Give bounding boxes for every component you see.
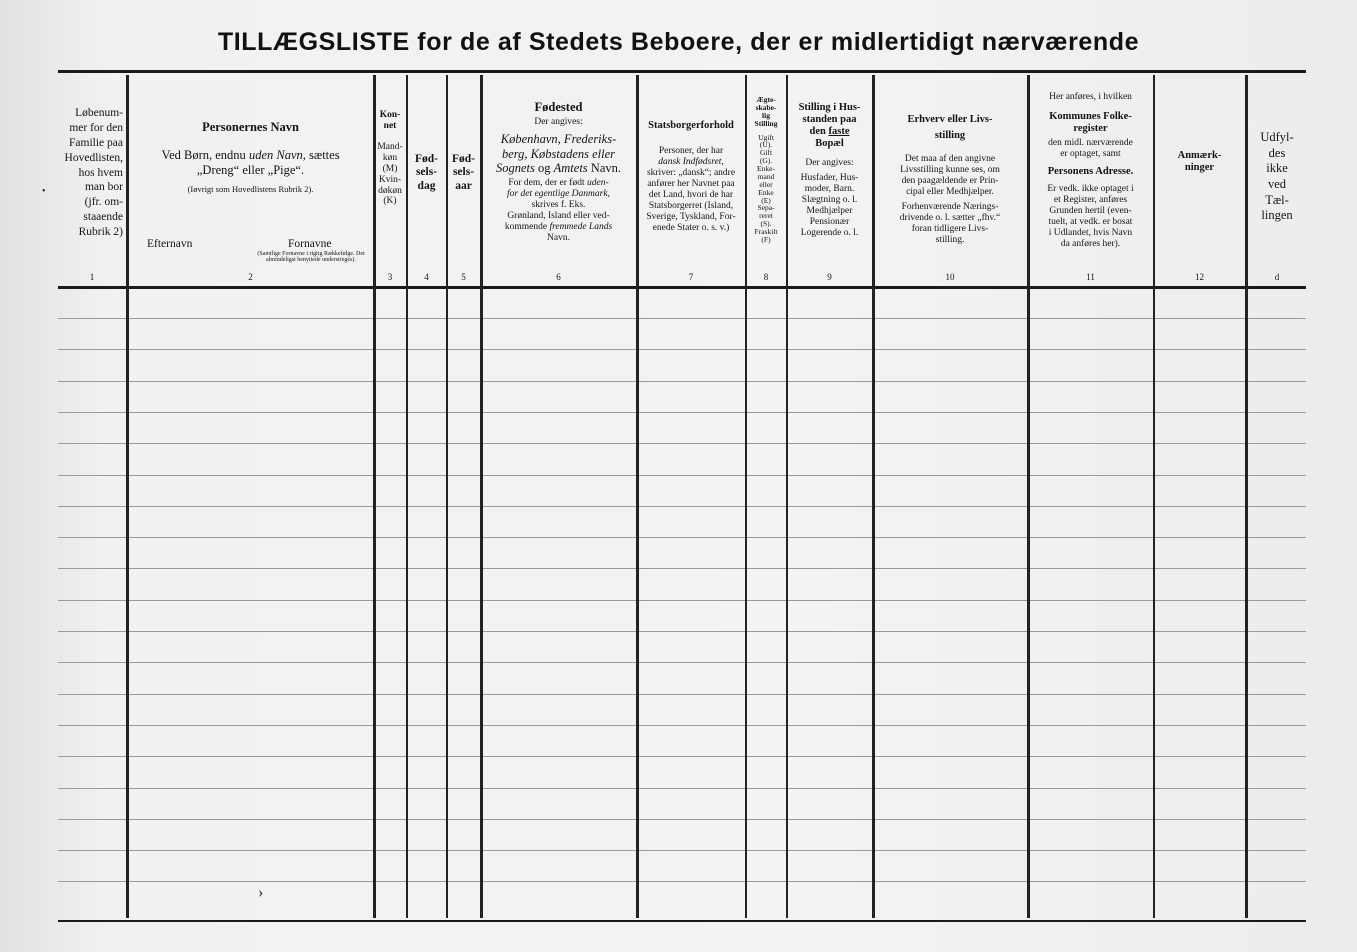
entry-row-line xyxy=(58,443,1306,444)
col-number: 7 xyxy=(688,272,694,282)
col-5-line: Fød- xyxy=(452,153,475,166)
col-4-line: sels- xyxy=(415,166,438,179)
bottom-rule xyxy=(58,920,1306,922)
col-8-heading: skabe- xyxy=(755,102,777,112)
col-4-line: dag xyxy=(417,179,436,192)
col-7-line: Sverige, Tyskland, For- xyxy=(646,211,736,222)
col-3-line: Mand- xyxy=(377,141,403,152)
col-3-line: køn xyxy=(382,152,398,163)
col-number: 8 xyxy=(763,272,769,282)
col-10-heading: Erhverv eller Livs- xyxy=(907,114,993,125)
col-6-line: berg, Købstadens eller xyxy=(501,146,616,161)
col-7-heading: Statsborgerforhold xyxy=(648,120,734,131)
col-11-line: da anføres her). xyxy=(1060,238,1121,249)
col-2-line xyxy=(161,148,339,162)
col-13-line: Udfyl- xyxy=(1260,130,1294,144)
col-11-line: tuelt, at vedk. er bosat xyxy=(1048,216,1133,227)
col-6-text: For dem, der er født xyxy=(508,178,585,189)
col-10-line: Det maa af den angivne xyxy=(904,154,996,165)
col-10-line: Forhenværende Nærings- xyxy=(901,201,999,212)
entry-row-line xyxy=(58,694,1306,695)
col-5-line: aar xyxy=(455,179,472,192)
col-9-heading: Stilling i Hus- xyxy=(798,102,861,113)
col-number: d xyxy=(1274,272,1280,282)
col-6-sub: Der angives: xyxy=(534,117,583,128)
col-8-line: mand xyxy=(757,171,775,181)
entry-row-line xyxy=(58,600,1306,601)
col-9-heading: Bopæl xyxy=(815,138,844,150)
col-11-header xyxy=(1028,92,1153,262)
col-6-line xyxy=(505,222,612,233)
entry-row-line xyxy=(58,725,1306,726)
col-2-italic: uden Navn, xyxy=(248,148,306,163)
col-7-line: det Land, hvori de har xyxy=(648,189,734,200)
entry-row-line xyxy=(58,819,1306,820)
col-11-heading: Personens Adresse. xyxy=(1047,165,1134,177)
col-3-header xyxy=(374,110,406,240)
entry-row-line xyxy=(58,568,1306,569)
entry-row-line xyxy=(58,537,1306,538)
col-6-text: kommende xyxy=(504,222,548,233)
col-13-line: des xyxy=(1268,145,1286,160)
col-13-header xyxy=(1247,130,1307,230)
col-8-heading: Stilling xyxy=(754,118,778,128)
col-9-line: Pensionær xyxy=(809,216,850,227)
col-6-text: fremmede Lands xyxy=(549,222,613,233)
col-8-line: reret xyxy=(759,211,773,221)
col-8-line: (F) xyxy=(761,234,771,244)
col-11-line: i Udlandet, hvis Navn xyxy=(1048,227,1133,238)
col-9-line: moder, Barn. xyxy=(804,184,855,195)
entry-row-line xyxy=(58,756,1306,757)
col-number: 10 xyxy=(945,272,955,282)
col-6-text: Amtets xyxy=(553,161,588,176)
col-8-line: (S). xyxy=(760,219,772,229)
col-11-heading: Kommunes Folke- xyxy=(1049,110,1132,122)
col-8-line: Enke xyxy=(758,187,774,197)
col-8-line: (G). xyxy=(759,156,773,166)
form-title: TILLÆGSLISTE for de af Stedets Beboere, der er midlertidigt nærværende xyxy=(217,28,1140,56)
col-2-heading: Personernes Navn xyxy=(202,120,299,134)
col-9-text: den xyxy=(809,126,826,138)
col-1-line: Familie paa xyxy=(69,136,123,149)
col-3-line: døkøn xyxy=(378,185,402,196)
top-rule xyxy=(58,70,1306,73)
col-7-line: Statsborgerret (Island, xyxy=(648,200,734,211)
col-1-line: hos hvem xyxy=(78,166,123,179)
col-1-line: Rubrik 2) xyxy=(78,226,123,239)
col-3-line: (M) xyxy=(382,163,398,174)
col-1-line: Hovedlisten, xyxy=(64,151,123,164)
col-6-text: uden- xyxy=(586,178,609,189)
col-number: 9 xyxy=(827,272,832,282)
col-3-line: Kvin- xyxy=(378,174,402,185)
col-12-line: Anmærk- xyxy=(1177,150,1222,161)
header-bottom-rule xyxy=(58,286,1306,289)
col-11-line: Er vedk. ikke optaget i xyxy=(1047,183,1134,194)
col-8-line: (E) xyxy=(761,195,771,205)
col-9-line: Medhjælper xyxy=(806,205,853,216)
col-9-line: Slægtning o. l. xyxy=(801,195,858,206)
col-number: 11 xyxy=(1086,272,1095,282)
col-1-line: Løbenum- xyxy=(75,106,123,119)
col-9-heading: standen paa xyxy=(802,114,857,126)
col-number: 3 xyxy=(387,272,393,282)
col-6-text: Navn. xyxy=(590,161,621,176)
col-12-line: ninger xyxy=(1184,162,1215,174)
entry-row-line xyxy=(58,475,1306,476)
col-10-line: stilling. xyxy=(935,234,965,245)
col-13-line: ved xyxy=(1267,176,1287,191)
col-1-line: staaende xyxy=(83,211,123,224)
col-1-line: man bor xyxy=(84,181,123,194)
col-7-header xyxy=(637,120,745,240)
col-1-header xyxy=(58,80,126,266)
col-number: 4 xyxy=(424,272,429,282)
col-1-line: (jfr. om- xyxy=(84,196,123,209)
col-2-text: Ved Børn, endnu xyxy=(161,148,246,163)
col-13-line: lingen xyxy=(1261,208,1293,223)
col-7-line: Personer, der har xyxy=(658,146,724,157)
col-2-text: sættes xyxy=(309,148,340,163)
col-8-line: Sepa- xyxy=(757,203,775,213)
col-8-line: Gift xyxy=(759,148,773,158)
col-8-line: (U). xyxy=(759,140,773,150)
col-5-header xyxy=(447,80,480,266)
forenames-note: (Samtlige Fornavne i rigtig Rækkefølge. Det almindeligst benyttede understreges). xyxy=(257,251,365,264)
col-11-line: den midl. nærværende xyxy=(1048,138,1133,149)
col-10-line: den paagældende er Prin- xyxy=(901,175,999,186)
col-6-line xyxy=(496,161,621,175)
col-7-line: anfører her Navnet paa xyxy=(647,178,735,189)
col-10-heading: stilling xyxy=(934,130,966,142)
col-4-line: Fød- xyxy=(415,153,438,166)
col-6-line: for det egentlige Danmark, xyxy=(507,189,610,200)
col-11-line: et Register, anføres xyxy=(1053,194,1128,205)
col-9-line: Logerende o. l. xyxy=(800,227,859,238)
col-4-header xyxy=(407,80,446,266)
col-10-line: drivende o. l. sætter „fhv.“ xyxy=(899,212,1001,223)
col-11-line: Grunden hertil (even- xyxy=(1049,205,1132,216)
col-12-header xyxy=(1154,150,1245,210)
col-6-line: Navn. xyxy=(547,233,570,244)
entry-row-line xyxy=(58,631,1306,632)
col-7-line: skriver: „dansk“; andre xyxy=(646,167,736,178)
col-8-line: Fraskilt xyxy=(754,227,778,236)
col-13-line: Tæl- xyxy=(1265,192,1289,207)
col-8-line: Enke- xyxy=(757,164,775,173)
entry-row-line xyxy=(58,349,1306,350)
col-number: 1 xyxy=(89,272,95,282)
col-9-heading xyxy=(810,126,850,138)
col-8-heading: lig xyxy=(762,110,770,120)
col-2-line: „Dreng“ eller „Pige“. xyxy=(196,162,305,177)
col-2-header xyxy=(128,120,373,210)
col-7-line: enede Stater o. s. v.) xyxy=(652,222,730,233)
col-2-note: (Iøvrigt som Hovedlistens Rubrik 2). xyxy=(187,184,314,195)
entry-row-line xyxy=(58,881,1306,882)
col-number: 12 xyxy=(1195,272,1204,282)
col-11-line: er optaget, samt xyxy=(1060,148,1121,159)
col-6-heading: Fødested xyxy=(534,100,583,114)
entry-row-line xyxy=(58,318,1306,319)
col-13-line: ikke xyxy=(1266,161,1288,176)
col-number: 5 xyxy=(461,272,466,282)
col-11-top: Her anføres, i hvilken xyxy=(1049,92,1132,102)
col-6-line: Grønland, Island eller ved- xyxy=(507,211,610,222)
forenames-subheading: Fornavne xyxy=(288,238,332,250)
col-9-sub: Der angives: xyxy=(805,158,854,169)
col-6-line: skrives f. Eks. xyxy=(531,200,586,211)
col-8-line: eller xyxy=(759,179,773,189)
handwritten-mark: › xyxy=(258,884,264,901)
entry-row-line xyxy=(58,506,1306,507)
entry-row-line xyxy=(58,788,1306,789)
col-7-line: dansk Indfødsret, xyxy=(658,156,724,167)
col-number: 2 xyxy=(248,272,253,282)
col-3-line: (K) xyxy=(383,196,397,207)
col-10-line: Livsstilling kunne ses, om xyxy=(900,165,1000,176)
col-3-heading: net xyxy=(383,120,397,131)
col-3-heading: Kon- xyxy=(379,110,401,120)
col-11-heading: register xyxy=(1073,122,1108,134)
entry-row-line xyxy=(58,381,1306,382)
col-6-text: Sognets xyxy=(496,161,535,176)
col-6-text: og xyxy=(538,161,551,176)
col-10-line: foran tidligere Livs- xyxy=(911,223,989,234)
col-6-header xyxy=(481,100,636,250)
entry-row-line xyxy=(58,662,1306,663)
entry-row-line xyxy=(58,850,1306,851)
col-number: 6 xyxy=(556,272,561,282)
col-5-line: sels- xyxy=(452,166,475,179)
col-10-line: cipal eller Medhjælper. xyxy=(906,186,994,197)
margin-dot: • xyxy=(42,186,46,197)
surname-subheading: Efternavn xyxy=(147,238,193,250)
col-8-header xyxy=(746,96,786,266)
col-6-line xyxy=(508,178,608,189)
col-6-line: København, Frederiks- xyxy=(500,132,617,147)
col-1-line: mer for den xyxy=(69,121,123,134)
col-9-underlined: faste xyxy=(828,126,850,138)
col-9-line: Husfader, Hus- xyxy=(800,173,859,184)
col-8-line: Ugift xyxy=(758,132,774,142)
col-9-header xyxy=(787,102,872,252)
entry-row-line xyxy=(58,412,1306,413)
col-10-header xyxy=(873,114,1027,254)
col-8-heading: Ægte- xyxy=(756,95,776,104)
